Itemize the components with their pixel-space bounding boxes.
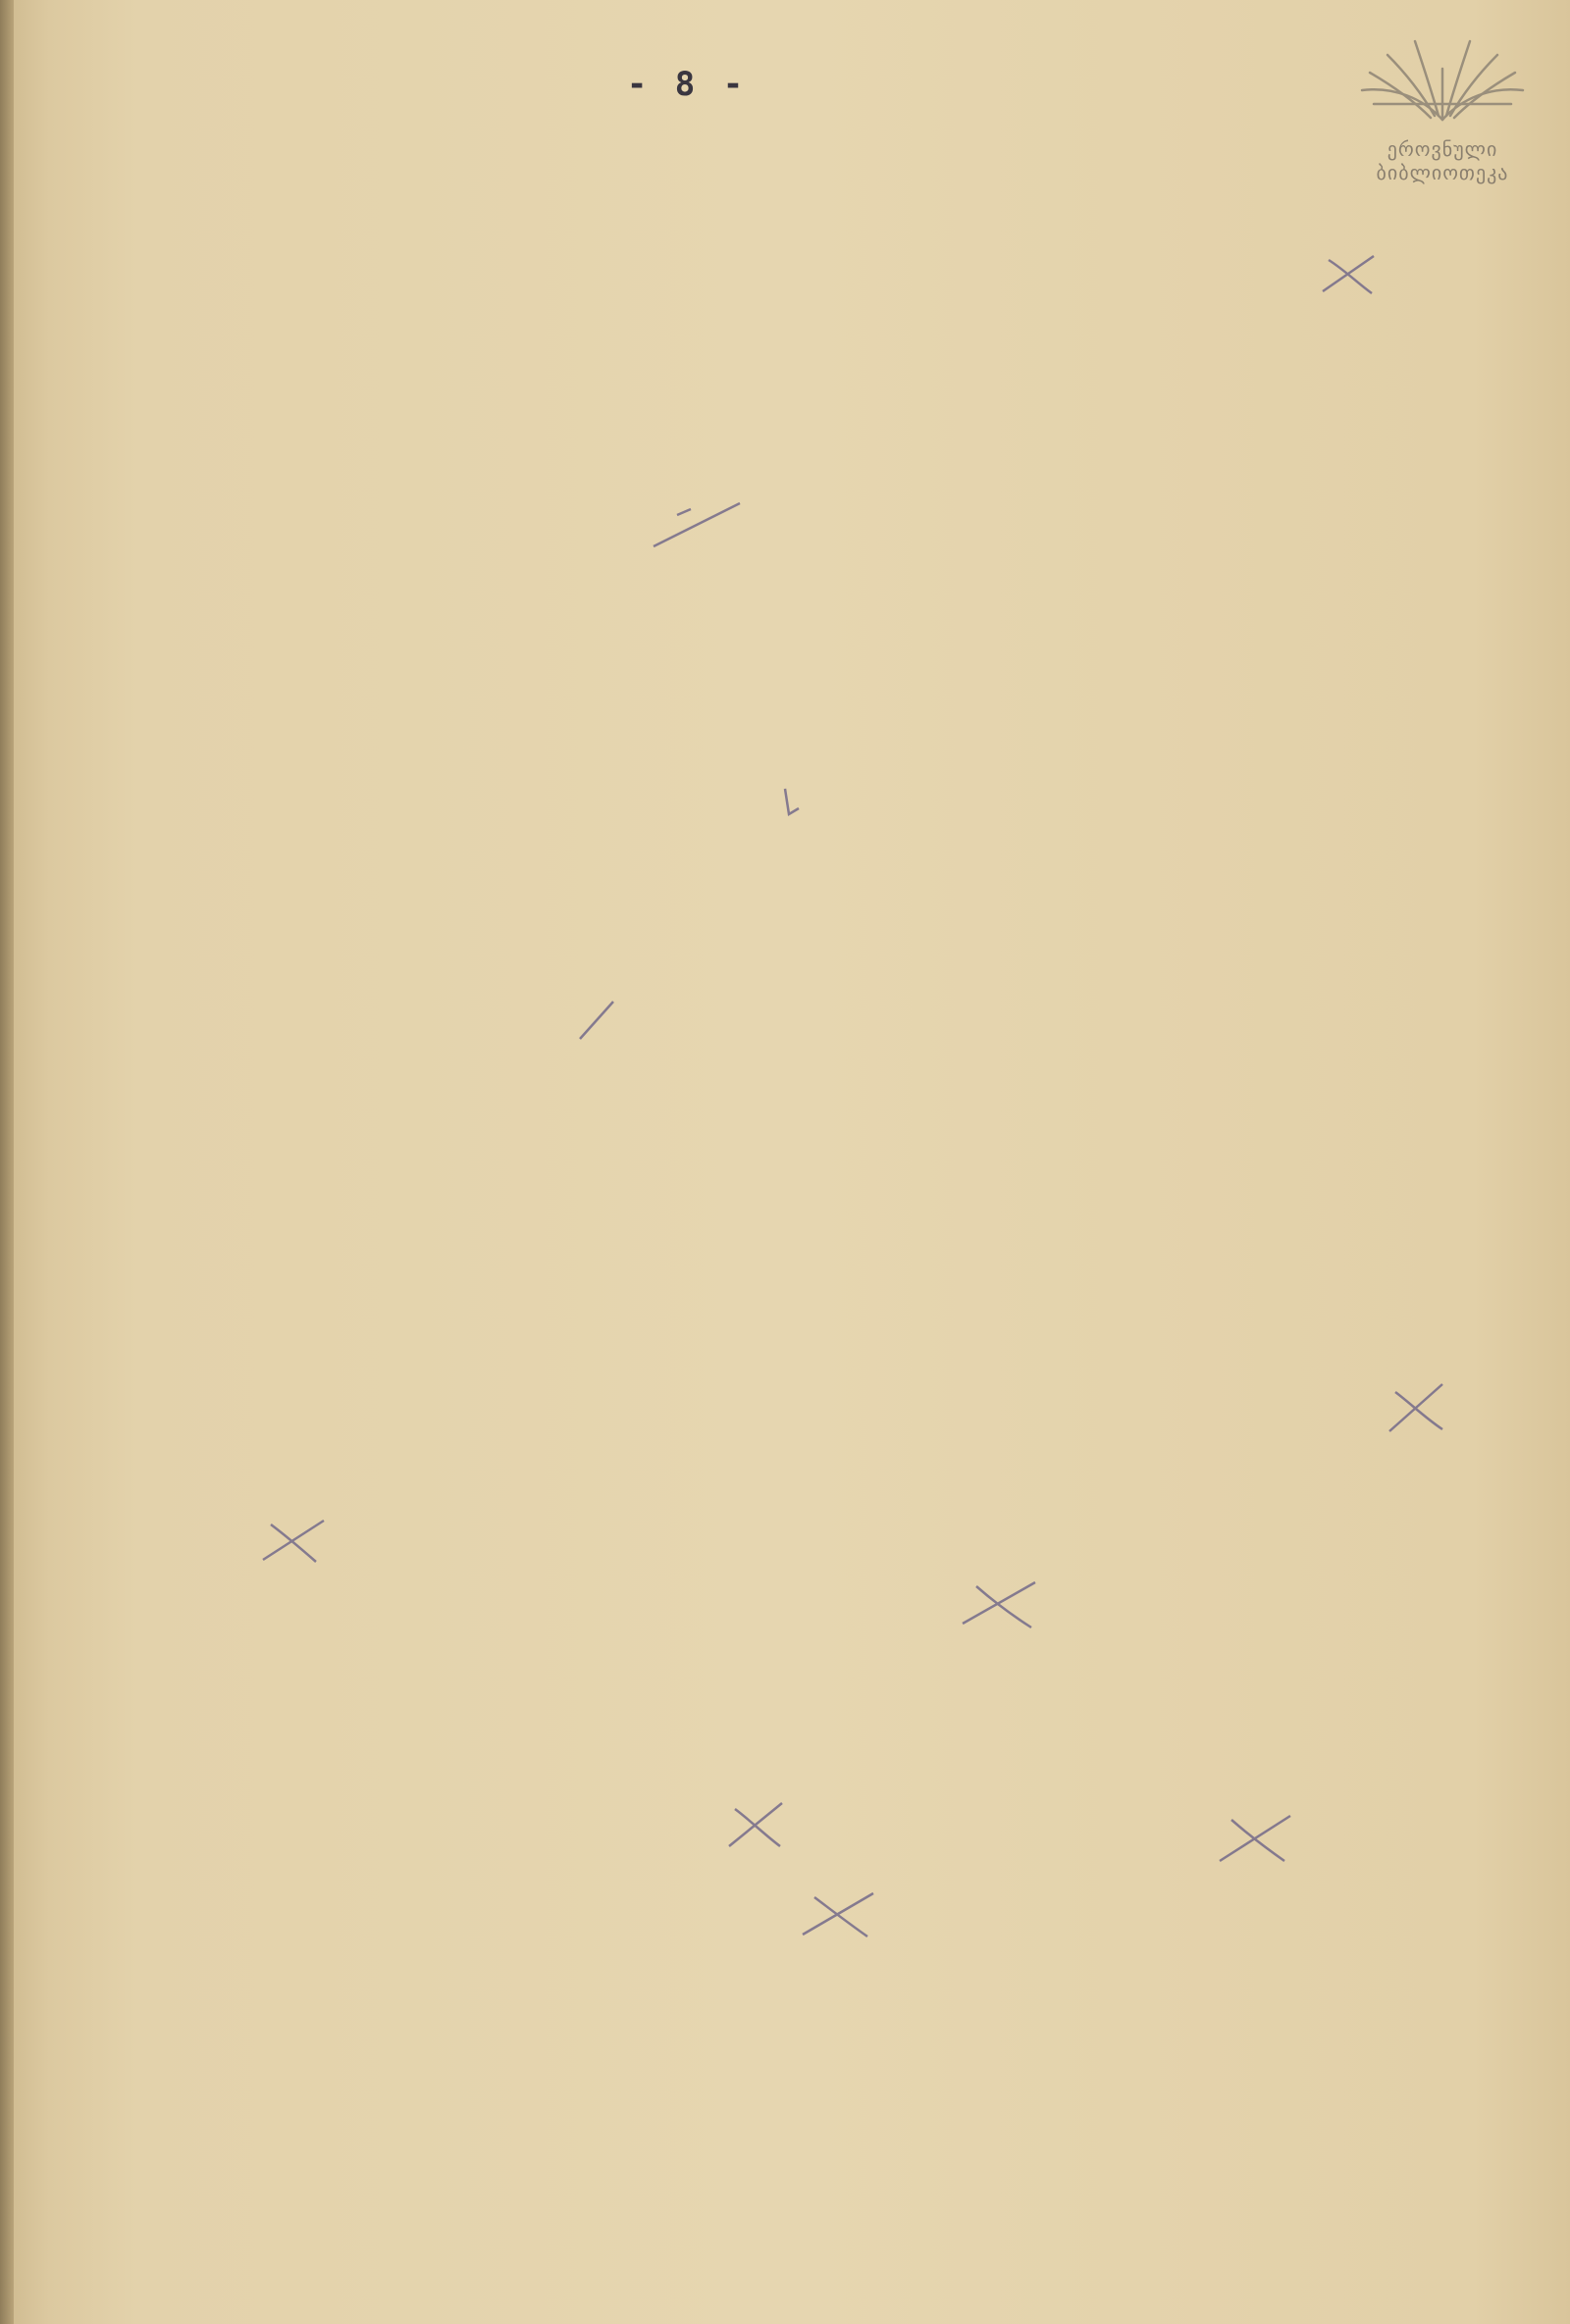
library-stamp [1344, 29, 1541, 196]
handwritten-correction-mark [775, 785, 805, 824]
book-wings-icon [1344, 29, 1541, 137]
handwritten-correction-mark [1384, 1378, 1452, 1437]
handwritten-correction-mark [1315, 250, 1384, 299]
handwritten-correction-mark [721, 1795, 790, 1854]
handwritten-correction-mark [648, 495, 746, 554]
handwritten-correction-mark [1212, 1810, 1300, 1869]
handwritten-correction-mark [795, 1884, 883, 1942]
stamp-text-line-1: ეროვნული [1387, 137, 1498, 161]
handwritten-correction-mark [957, 1575, 1045, 1633]
page-number: - 8 - [626, 65, 748, 104]
binding-edge [0, 0, 14, 2324]
stamp-text-line-2: ბიბლიოთეკა [1376, 161, 1509, 184]
handwritten-correction-mark [574, 996, 623, 1045]
handwritten-correction-mark [255, 1511, 334, 1570]
